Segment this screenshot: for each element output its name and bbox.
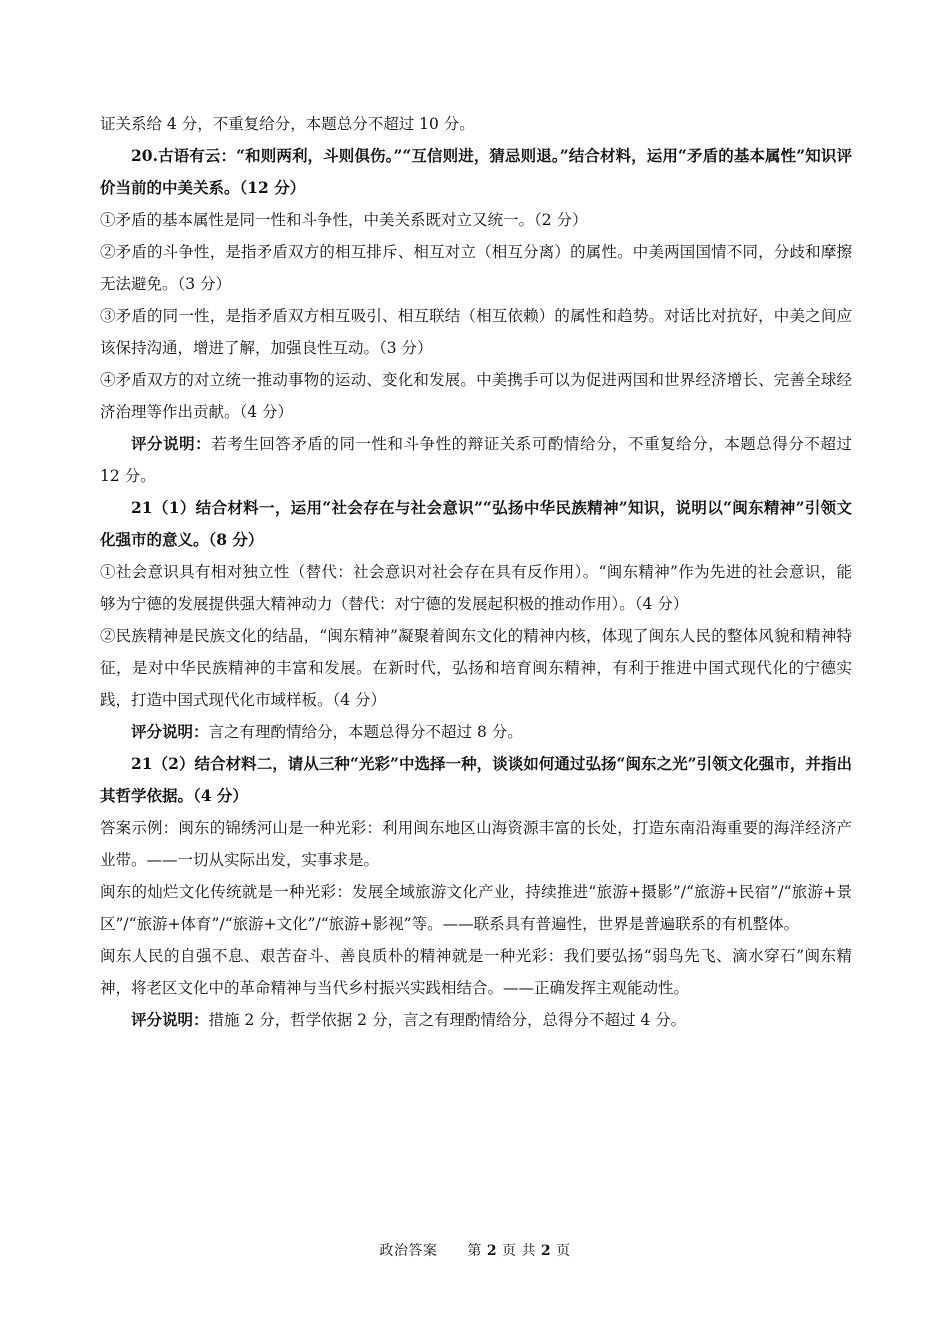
scoring-note-21-1 xyxy=(100,716,852,748)
scoring-note-label: 评分说明： xyxy=(131,434,212,453)
question-20-text: 20.古语有云：“和则两利，斗则俱伤。”“互信则进，猜忌则退。”结合材料，运用“矛盾的基本属性”知识评价当前的中美关系。（12 分） xyxy=(100,146,852,197)
footer-page-number: 2 xyxy=(486,1243,498,1259)
footer-page-mid: 页 共 xyxy=(502,1243,536,1259)
continued-line: 证关系给 4 分，不重复给分，本题总分不超过 10 分。 xyxy=(100,115,475,133)
scoring-note-20 xyxy=(100,428,852,492)
scoring-note-text: 言之有理酌情给分，本题总得分不超过 8 分。 xyxy=(208,723,523,741)
footer-page-suffix: 页 xyxy=(556,1243,571,1259)
scoring-note-text: 措施 2 分，哲学依据 2 分，言之有理酌情给分，总得分不超过 4 分。 xyxy=(208,1011,687,1029)
answer-20-point-2: ②矛盾的斗争性，是指矛盾双方的相互排斥、相互对立（相互分离）的属性。中美两国国情不同，分歧和摩擦无法避免。（3 分） xyxy=(100,243,852,293)
footer-subject: 政治答案 xyxy=(379,1243,438,1259)
page-footer xyxy=(0,1240,950,1260)
scoring-note-label: 评分说明： xyxy=(131,1010,209,1029)
scoring-note-label: 评分说明： xyxy=(131,722,209,741)
footer-page-prefix: 第 xyxy=(467,1243,482,1259)
document-body xyxy=(100,108,852,1036)
answer-21-1-point-2: ②民族精神是民族文化的结晶，“闽东精神”凝聚着闽东文化的精神内核，体现了闽东人民的整体风貌和精神特征，是对中华民族精神的丰富和发展。在新时代，弘扬和培育闽东精神，有利于推进中国式现代化的宁德实践，打造中国式现代化市域样板。（4 分） xyxy=(100,627,852,709)
answer-20-point-4: ④矛盾双方的对立统一推动事物的运动、变化和发展。中美携手可以为促进两国和世界经济增长、完善全球经济治理等作出贡献。（4 分） xyxy=(100,371,852,421)
answer-21-1-point-1: ①社会意识具有相对独立性（替代：社会意识对社会存在具有反作用）。“闽东精神”作为先进的社会意识，能够为宁德的发展提供强大精神动力（替代：对宁德的发展起积极的推动作用）。（4 分） xyxy=(100,563,852,613)
question-21-2-section xyxy=(100,748,852,1036)
question-21-1-text: 21（1）结合材料一，运用“社会存在与社会意识”“弘扬中华民族精神”知识，说明以“闽东精神”引领文化强市的意义。（8 分） xyxy=(100,498,852,549)
question-21-2-text: 21（2）结合材料二，请从三种“光彩”中选择一种，谈谈如何通过弘扬“闽东之光”引领文化强市，并指出其哲学依据。（4 分） xyxy=(100,754,852,805)
footer-page-total: 2 xyxy=(540,1243,552,1259)
question-20-section xyxy=(100,140,852,492)
scoring-note-text: 若考生回答矛盾的同一性和斗争性的辩证关系可酌情给分，不重复给分，本题总得分不超过 12 分。 xyxy=(100,435,852,485)
answer-21-2-example-2: 闽东的灿烂文化传统就是一种光彩：发展全域旅游文化产业，持续推进“旅游+摄影”/“旅游+民宿”/“旅游+景区”/“旅游+体育”/“旅游+文化”/“旅游+影视”等。——联系具有普遍性，世界是普遍联系的有机整体。 xyxy=(100,883,852,933)
answer-20-point-1: ①矛盾的基本属性是同一性和斗争性，中美关系既对立又统一。（2 分） xyxy=(100,211,588,229)
answer-20-point-3: ③矛盾的同一性，是指矛盾双方相互吸引、相互联结（相互依赖）的属性和趋势。对话比对抗好，中美之间应该保持沟通，增进了解，加强良性互动。（3 分） xyxy=(100,307,852,357)
answer-21-2-example-3: 闽东人民的自强不息、艰苦奋斗、善良质朴的精神就是一种光彩：我们要弘扬“弱鸟先飞、滴水穿石”闽东精神，将老区文化中的革命精神与当代乡村振兴实践相结合。——正确发挥主观能动性。 xyxy=(100,947,852,997)
question-21-1-section xyxy=(100,492,852,748)
scoring-note-21-2 xyxy=(100,1004,852,1036)
answer-21-2-example-1: 答案示例：闽东的锦绣河山是一种光彩：利用闽东地区山海资源丰富的长处，打造东南沿海重要的海洋经济产业带。——一切从实际出发，实事求是。 xyxy=(100,819,852,869)
